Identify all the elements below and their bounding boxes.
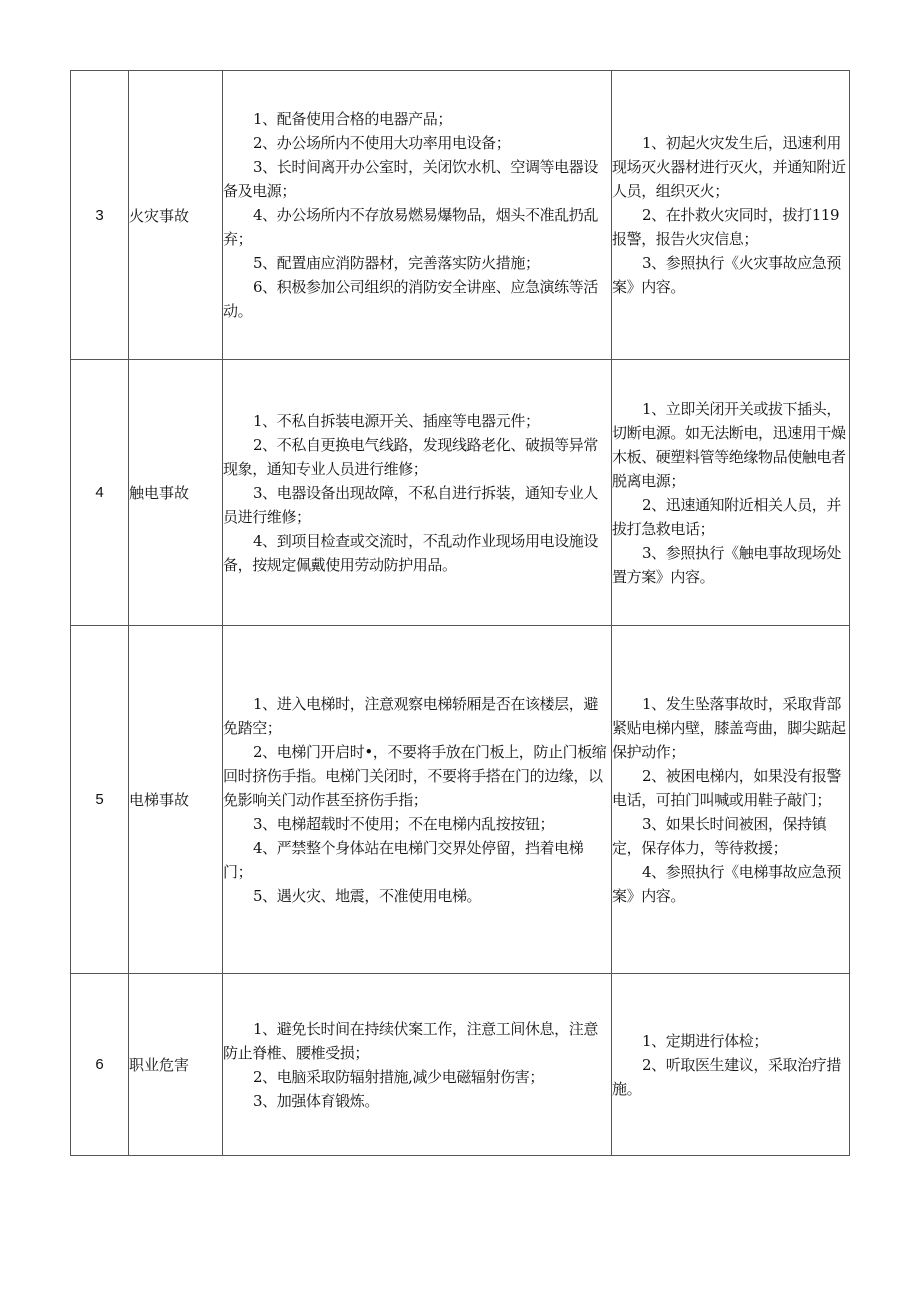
- table-row: [71, 360, 850, 626]
- response-item: 3、如果长时间被困，保持镇定，保存体力，等待救援；: [612, 814, 827, 857]
- prevention-item: 2、电脑采取防辐射措施,减少电磁辐射伤害；: [253, 1067, 544, 1086]
- prevention-item: 4、严禁整个身体站在电梯门交界处停留，挡着电梯门；: [223, 838, 584, 881]
- table-row: [71, 626, 850, 974]
- prevention-item: 4、到项目检查或交流时，不乱动作业现场用电设施设备，按规定佩戴使用劳动防护用品。: [223, 531, 598, 574]
- prevention-item: 2、办公场所内不使用大功率用电设备；: [253, 134, 511, 152]
- accident-type: 电梯事故: [129, 626, 223, 974]
- response-measures: [612, 626, 850, 974]
- safety-measures-table: [70, 70, 850, 1156]
- row-number: 5: [71, 626, 129, 974]
- prevention-item: 5、遇火灾、地震，不准使用电梯。: [253, 886, 482, 905]
- row-number: 4: [71, 360, 129, 626]
- response-item: 4、参照执行《电梯事故应急预案》内容。: [612, 862, 841, 905]
- table-row: [71, 974, 850, 1156]
- prevention-item: 3、电器设备出现故障，不私自进行拆装，通知专业人员进行维修；: [223, 483, 598, 526]
- prevention-measures: [223, 360, 612, 626]
- prevention-item: 6、积极参加公司组织的消防安全讲座、应急演练等活动。: [223, 278, 598, 320]
- prevention-item: 1、不私自拆装电源开关、插座等电器元件；: [253, 411, 540, 430]
- response-item: 3、参照执行《火灾事故应急预案》内容。: [612, 254, 841, 296]
- prevention-item: 5、配置庙应消防器材，完善落实防火措施；: [253, 254, 540, 272]
- prevention-item: 2、电梯门开启时•，不要将手放在门板上，防止门板缩回时挤伤手指。电梯门关闭时，不要将手搭在门的边缘，以免影响关门动作甚至挤伤手指；: [223, 742, 607, 809]
- response-item: 1、初起火灾发生后，迅速利用现场灭火器材进行灭火，并通知附近人员，组织灭火；: [612, 134, 846, 200]
- prevention-item: 1、避免长时间在持续伏案工作，注意工间休息，注意防止脊椎、腰椎受损；: [223, 1019, 598, 1062]
- prevention-item: 1、配备使用合格的电器产品；: [253, 110, 452, 128]
- accident-type: 触电事故: [129, 360, 223, 626]
- response-item: 1、发生坠落事故时，采取背部紧贴电梯内壁，膝盖弯曲，脚尖踮起保护动作；: [612, 694, 846, 761]
- response-item: 2、迅速通知附近相关人员，并拔打急救电话；: [612, 495, 841, 538]
- response-measures: [612, 71, 850, 360]
- prevention-item: 1、进入电梯时，注意观察电梯轿厢是否在该楼层，避免踏空；: [223, 694, 598, 737]
- prevention-item: 3、加强体育锻炼。: [253, 1091, 379, 1110]
- response-item: 2、被困电梯内，如果没有报警电话，可拍门叫喊或用鞋子敲门；: [612, 766, 841, 809]
- response-measures: [612, 974, 850, 1156]
- prevention-item: 3、长时间离开办公室时，关闭饮水机、空调等电器设备及电源；: [223, 158, 598, 200]
- row-number: 3: [71, 71, 129, 360]
- prevention-measures: [223, 71, 612, 360]
- response-item: 1、立即关闭开关或拔下插头，切断电源。如无法断电，迅速用干燥木板、硬塑料管等绝缘物品使触电者脱离电源；: [612, 399, 846, 490]
- accident-type: 火灾事故: [129, 71, 223, 360]
- prevention-measures: [223, 626, 612, 974]
- table-row: [71, 71, 850, 360]
- response-item: 2、在扑救火灾同时，拔打119报警，报告火灾信息；: [612, 206, 840, 248]
- response-item: 3、参照执行《触电事故现场处置方案》内容。: [612, 543, 841, 586]
- accident-type: 职业危害: [129, 974, 223, 1156]
- response-measures: [612, 360, 850, 626]
- response-item: 1、定期进行体检；: [642, 1031, 768, 1050]
- response-item: 2、听取医生建议，采取治疗措施。: [612, 1055, 841, 1098]
- prevention-item: 3、电梯超载时不使用；不在电梯内乱按按钮；: [253, 814, 555, 833]
- prevention-measures: [223, 974, 612, 1156]
- prevention-item: 2、不私自更换电气线路，发现线路老化、破损等异常现象，通知专业人员进行维修；: [223, 435, 598, 478]
- row-number: 6: [71, 974, 129, 1156]
- prevention-item: 4、办公场所内不存放易燃易爆物品，烟头不准乱扔乱弃；: [223, 206, 598, 248]
